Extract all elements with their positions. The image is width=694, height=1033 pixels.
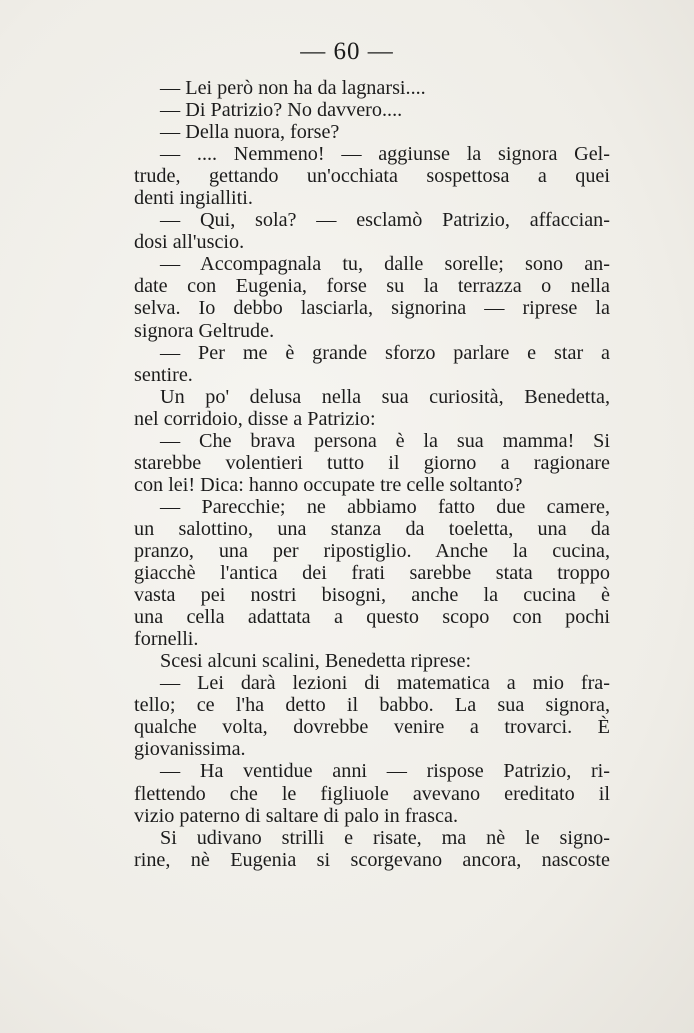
text-line: giovanissima.	[134, 738, 246, 761]
text-line: Un po' delusa nella sua curiosità, Benedetta,	[160, 385, 610, 408]
text-line: tello; ce l'ha detto il babbo. La sua signora,	[134, 694, 610, 717]
text-line: flettendo che le figliuole avevano ereditato il	[134, 782, 610, 805]
text-line: — Che brava persona è la sua mamma! Si	[160, 429, 610, 452]
text-line: — Qui, sola? — esclamò Patrizio, affaccian-	[160, 209, 610, 232]
text-line: — Accompagnala tu, dalle sorelle; sono an-	[160, 253, 610, 276]
text-line: starebbe volentieri tutto il giorno a ragionare	[134, 451, 610, 474]
text-line: denti ingialliti.	[134, 187, 253, 210]
text-line: — Parecchie; ne abbiamo fatto due camere,	[160, 495, 610, 518]
text-line: — .... Nemmeno! — aggiunse la signora Gel-	[160, 143, 610, 166]
text-line: dosi all'uscio.	[134, 231, 245, 254]
text-line: — Lei però non ha da lagnarsi....	[160, 77, 426, 99]
text-line: fornelli.	[134, 628, 199, 651]
text-line: una cella adattata a questo scopo con pochi	[134, 606, 610, 629]
text-line: pranzo, una per ripostiglio. Anche la cucina,	[134, 539, 610, 562]
page-number: — 60 —	[300, 38, 394, 65]
text-line: vasta pei nostri bisogni, anche la cucina è	[134, 584, 610, 607]
text-line: rine, nè Eugenia si scorgevano ancora, nascoste	[134, 848, 610, 871]
text-line: sentire.	[134, 363, 193, 386]
text-line: nel corridoio, disse a Patrizio:	[134, 407, 376, 430]
text-line: — Per me è grande sforzo parlare e star a	[160, 341, 610, 364]
text-line: — Di Patrizio? No davvero....	[160, 99, 403, 122]
text-line: date con Eugenia, forse su la terrazza o nella	[134, 275, 610, 298]
text-line: selva. Io debbo lasciarla, signorina — riprese la	[134, 297, 610, 320]
text-line: Scesi alcuni scalini, Benedetta riprese:	[160, 650, 472, 673]
text-line: Si udivano strilli e risate, ma nè le signo-	[160, 826, 610, 849]
text-line: — Lei darà lezioni di matematica a mio fra-	[160, 672, 610, 695]
text-line: un salottino, una stanza da toeletta, una da	[134, 517, 610, 540]
body-text	[134, 77, 610, 871]
text-line: — Ha ventidue anni — rispose Patrizio, ri-	[160, 760, 610, 783]
text-line: signora Geltrude.	[134, 319, 275, 342]
text-line: qualche volta, dovrebbe venire a trovarci. È	[134, 716, 610, 739]
text-line: giacchè l'antica dei frati sarebbe stata troppo	[134, 562, 610, 585]
text-line: con lei! Dica: hanno occupate tre celle soltanto?	[134, 473, 523, 496]
text-line: vizio paterno di saltare di palo in frasca.	[134, 804, 458, 827]
text-line: — Della nuora, forse?	[160, 121, 340, 144]
text-line: trude, gettando un'occhiata sospettosa a quei	[134, 165, 610, 188]
